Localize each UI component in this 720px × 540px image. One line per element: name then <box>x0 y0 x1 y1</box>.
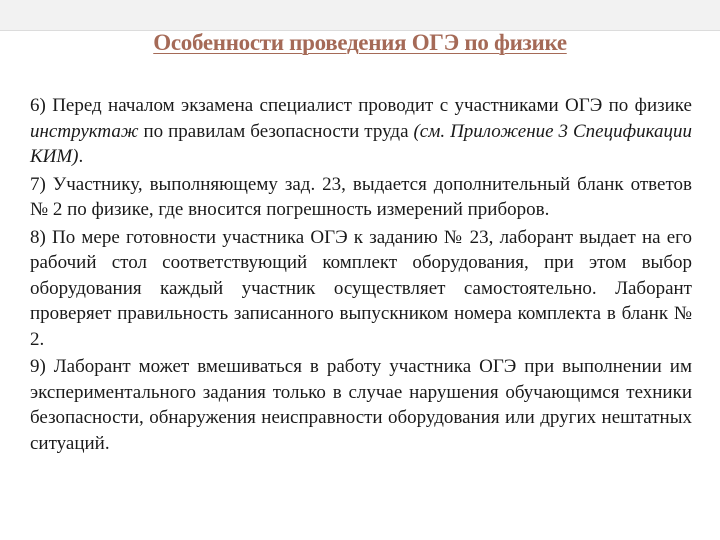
top-band <box>0 0 720 31</box>
page-title: Особенности проведения ОГЭ по физике <box>153 30 567 55</box>
paragraph-6 <box>30 93 692 170</box>
paragraph-6-emphasis-reference: (см. Приложение 3 Спецификации КИМ) <box>30 120 692 167</box>
paragraph-6-text-b: по правилам безопасности труда <box>138 120 414 142</box>
paragraph-6-text-c: . <box>78 146 84 167</box>
paragraph-6-text-a: 6) Перед началом экзамена специалист проводит с участниками ОГЭ по физике <box>30 95 692 116</box>
paragraph-9: 9) Лаборант может вмешиваться в работу участника ОГЭ при выполнении им экспериментального задания только в случае нарушения обучающимся техники безопасности, обнаружения неисправности оборудования или других нештатных ситуаций. <box>30 356 692 454</box>
paragraph-6-emphasis-instruction: инструктаж <box>30 120 139 142</box>
paragraph-8: 8) По мере готовности участника ОГЭ к заданию № 23, лаборант выдает на его рабочий стол соответствующий комплект оборудования, при этом выбор оборудования каждый участник осуществляет самостоятельно. Лаборант проверяет правильность записанного выпускником номера комплекта в бланк № 2. <box>30 226 692 350</box>
slide-body <box>30 93 692 458</box>
paragraph-7: 7) Участнику, выполняющему зад. 23, выдается дополнительный бланк ответов № 2 по физике, где вносится погрешность измерений приборов. <box>30 173 692 220</box>
